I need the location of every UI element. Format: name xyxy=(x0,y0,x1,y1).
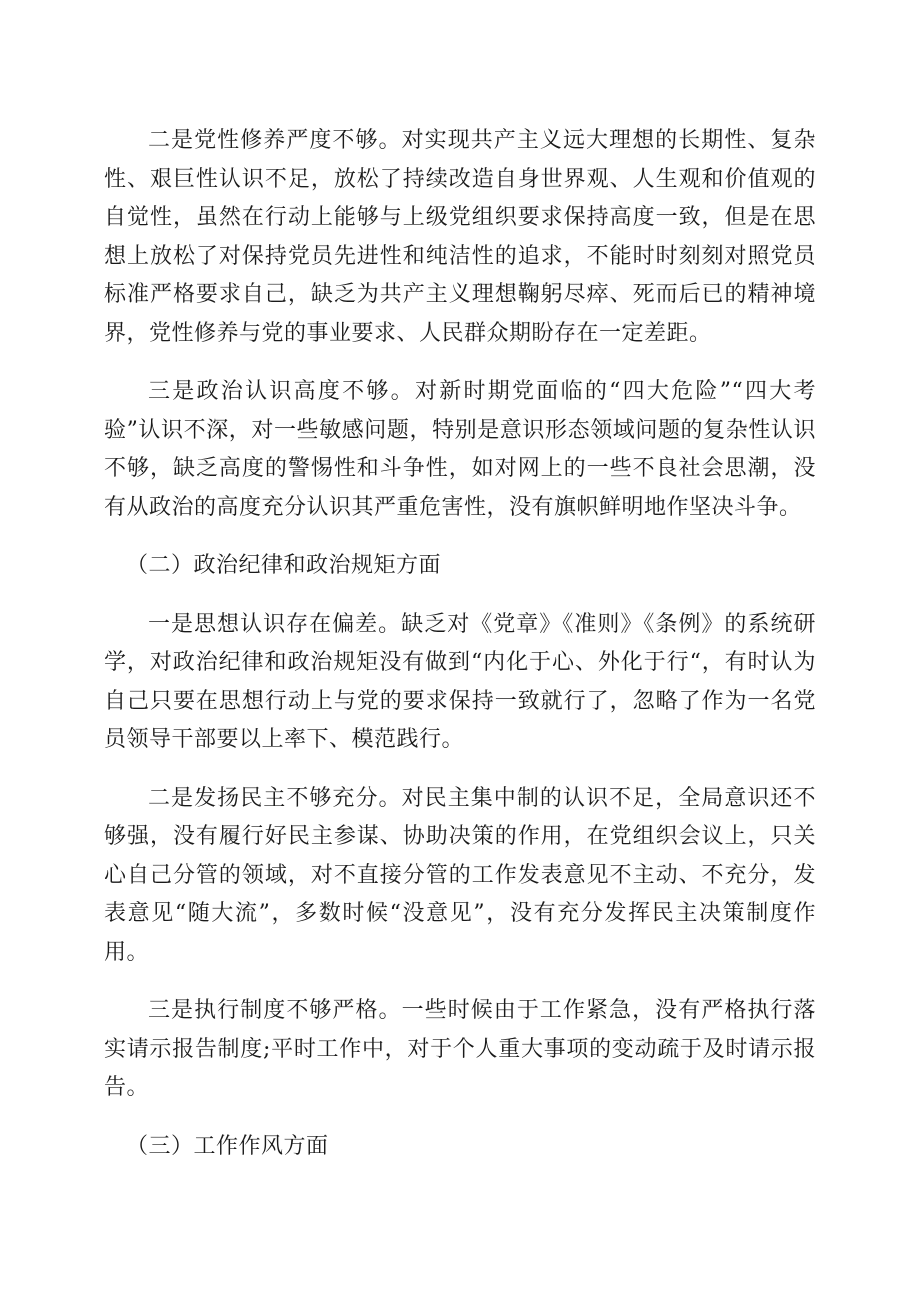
paragraph-system-execution: 三是执行制度不够严格。一些时候由于工作紧急，没有严格执行落实请示报告制度;平时工作中，对于个人重大事项的变动疏于及时请示报告。 xyxy=(104,998,816,1100)
document-body xyxy=(104,122,816,1166)
paragraph-party-spirit: 二是党性修养严度不够。对实现共产主义远大理想的长期性、复杂性、艰巨性认识不足，放松了持续改造自身世界观、人生观和价值观的自觉性，虽然在行动上能够与上级党组织要求保持高度一致，但是在思想上放松了对保持党员先进性和纯洁性的追求，不能时时刻刻对照党员标准严格要求自己，缺乏为共产主义理想鞠躬尽瘁、死而后已的精神境界，党性修养与党的事业要求、人民群众期盼存在一定差距。 xyxy=(104,128,816,346)
paragraph-political-awareness: 三是政治认识高度不够。对新时期党面临的“四大危险”“四大考验”认识不深，对一些敏感问题，特别是意识形态领域问题的复杂性认识不够，缺乏高度的警惕性和斗争性，如对网上的一些不良社会思潮，没有从政治的高度充分认识其严重危害性，没有旗帜鲜明地作坚决斗争。 xyxy=(104,379,816,520)
paragraph-democracy: 二是发扬民主不够充分。对民主集中制的认识不足，全局意识还不够强，没有履行好民主参谋、协助决策的作用，在党组织会议上，只关心自己分管的领域，对不直接分管的工作发表意见不主动、不充分，发表意见“随大流”，多数时候“没意见”，没有充分发挥民主决策制度作用。 xyxy=(104,785,816,965)
section-heading-political-discipline: （二）政治纪律和政治规矩方面 xyxy=(126,553,442,578)
section-heading-work-style: （三）工作作风方面 xyxy=(126,1133,329,1159)
paragraph-ideological-deviation: 一是思想认识存在偏差。缺乏对《党章》《准则》《条例》的系统研学，对政治纪律和政治规矩没有做到“内化于心、外化于行“，有时认为自己只要在思想行动上与党的要求保持一致就行了，忽略了作为一名党员领导干部要以上率下、模范践行。 xyxy=(104,611,816,752)
